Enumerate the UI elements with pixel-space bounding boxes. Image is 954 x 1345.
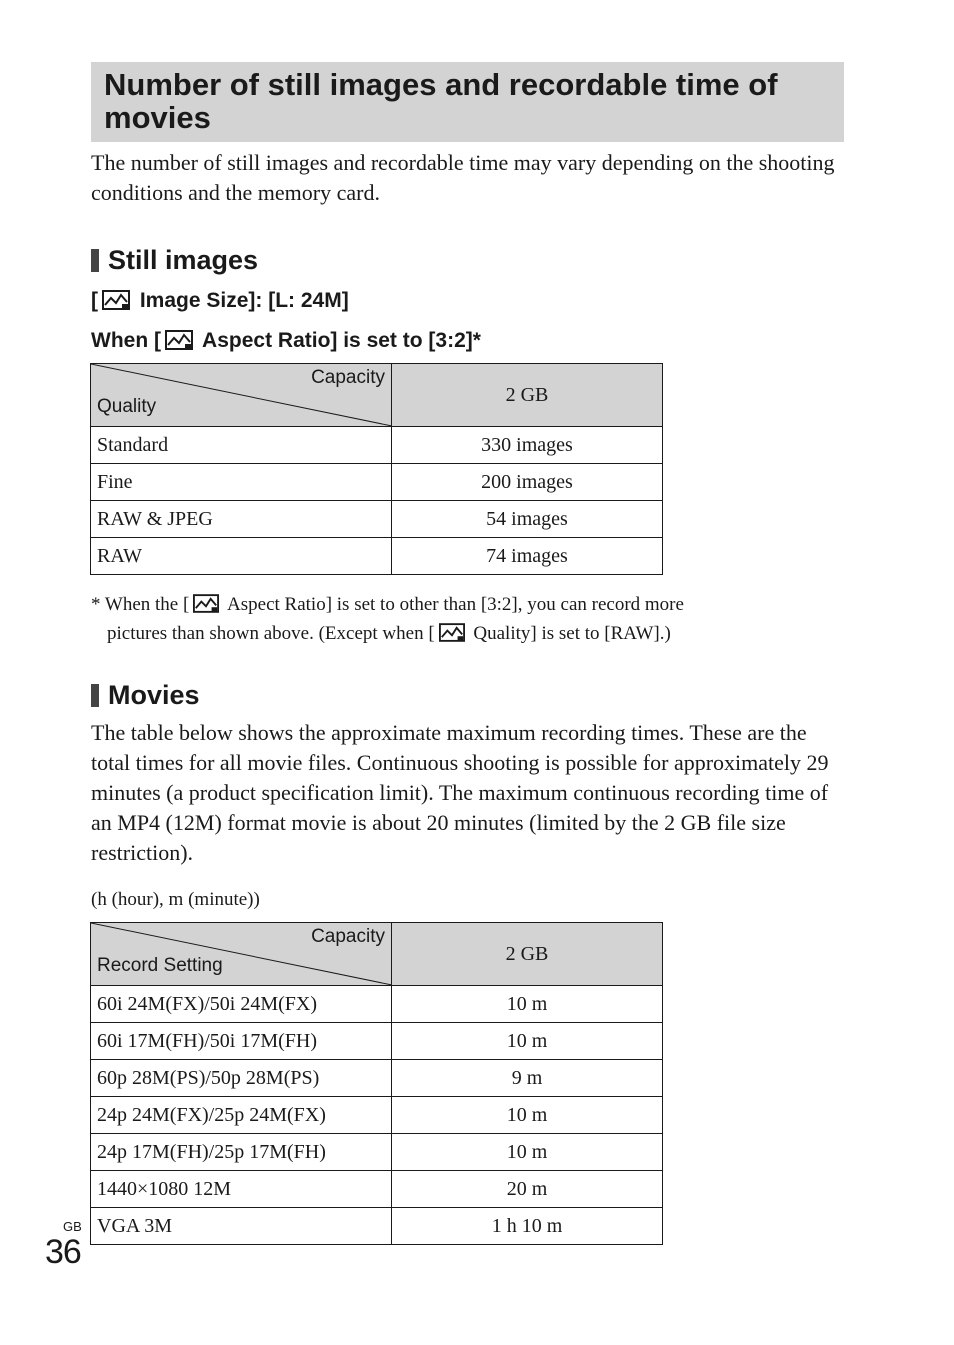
record-setting-cell: 60i 24M(FX)/50i 24M(FX) [91, 986, 392, 1023]
still-images-heading [91, 245, 258, 275]
movies-heading-text: Movies [108, 680, 200, 710]
table-row [91, 1023, 663, 1060]
footnote-l2-pre: pictures than shown above. (Except when [ [107, 623, 435, 644]
diagonal-header-cell [91, 923, 392, 986]
capacity-cell: 200 images [392, 464, 663, 501]
table-header-row [91, 364, 663, 427]
time-cell: 20 m [392, 1171, 663, 1208]
section-marker-icon [91, 249, 99, 272]
camera-still-icon [193, 594, 219, 613]
table-row [91, 1171, 663, 1208]
time-cell: 10 m [392, 1023, 663, 1060]
table-row [91, 1208, 663, 1245]
record-setting-label: Record Setting [97, 955, 223, 976]
time-cell: 1 h 10 m [392, 1208, 663, 1245]
record-setting-cell: 60i 17M(FH)/50i 17M(FH) [91, 1023, 392, 1060]
table-row [91, 501, 663, 538]
capacity-label: Capacity [311, 926, 385, 947]
still-images-heading-text: Still images [108, 245, 259, 275]
time-cell: 10 m [392, 1097, 663, 1134]
footnote-l1-pre: * When the [ [91, 594, 190, 615]
image-size-subheading [91, 288, 349, 314]
footnote-l2-post: Quality] is set to [RAW].) [468, 623, 671, 644]
quality-cell: RAW [91, 538, 392, 575]
capacity-cell: 54 images [392, 501, 663, 538]
time-cell: 10 m [392, 986, 663, 1023]
table-header-row [91, 923, 663, 986]
time-cell: 9 m [392, 1060, 663, 1097]
camera-still-icon [102, 290, 130, 310]
record-setting-cell: 60p 28M(PS)/50p 28M(PS) [91, 1060, 392, 1097]
time-cell: 10 m [392, 1134, 663, 1171]
table-row [91, 1134, 663, 1171]
quality-cell: RAW & JPEG [91, 501, 392, 538]
capacity-cell: 330 images [392, 427, 663, 464]
region-label: GB [63, 1219, 82, 1234]
footnote-line-1 [91, 590, 831, 619]
aspect-ratio-post: Aspect Ratio] is set to [3:2]* [196, 329, 481, 352]
table-row [91, 538, 663, 575]
units-note: (h (hour), m (minute)) [91, 889, 260, 910]
movies-table [90, 922, 663, 1245]
record-setting-cell: 24p 24M(FX)/25p 24M(FX) [91, 1097, 392, 1134]
table-row [91, 986, 663, 1023]
quality-cell: Standard [91, 427, 392, 464]
aspect-ratio-pre: When [ [91, 329, 161, 352]
record-setting-cell: 1440×1080 12M [91, 1171, 392, 1208]
image-size-post: Image Size]: [L: 24M] [134, 289, 349, 312]
camera-still-icon [439, 623, 465, 642]
image-size-pre: [ [91, 289, 98, 312]
table-row [91, 1097, 663, 1134]
camera-still-icon [165, 330, 193, 350]
capacity-cell: 74 images [392, 538, 663, 575]
still-images-footnote [91, 590, 831, 648]
table-row [91, 427, 663, 464]
diagonal-header-cell [91, 364, 392, 427]
page-title-box [91, 62, 844, 142]
footnote-l1-post: Aspect Ratio] is set to other than [3:2], you can record more [223, 594, 684, 615]
capacity-label: Capacity [311, 367, 385, 388]
intro-paragraph: The number of still images and recordable time may vary depending on the shooting conditions and the memory card. [91, 150, 835, 205]
table-row [91, 1060, 663, 1097]
table-row [91, 464, 663, 501]
quality-cell: Fine [91, 464, 392, 501]
record-setting-cell: VGA 3M [91, 1208, 392, 1245]
column-header-2gb: 2 GB [392, 364, 663, 427]
footnote-line-2 [91, 619, 831, 648]
column-header-2gb: 2 GB [392, 923, 663, 986]
page-number: 36 [45, 1233, 81, 1271]
aspect-ratio-subheading [91, 328, 481, 354]
still-images-table [90, 363, 663, 575]
section-marker-icon [91, 684, 99, 707]
movies-heading [91, 680, 200, 710]
quality-label: Quality [97, 396, 157, 417]
record-setting-cell: 24p 17M(FH)/25p 17M(FH) [91, 1134, 392, 1171]
page-title: Number of still images and recordable time of movies [104, 67, 778, 135]
movies-paragraph: The table below shows the approximate maximum recording times. These are the total times for all movie files. Continuous shooting is possible for approximately 29 minutes (a product specification limit). The maximum continuous recording time of an MP4 (12M) format movie is about 20 minutes (limited by the 2 GB file size restriction). [91, 720, 829, 865]
